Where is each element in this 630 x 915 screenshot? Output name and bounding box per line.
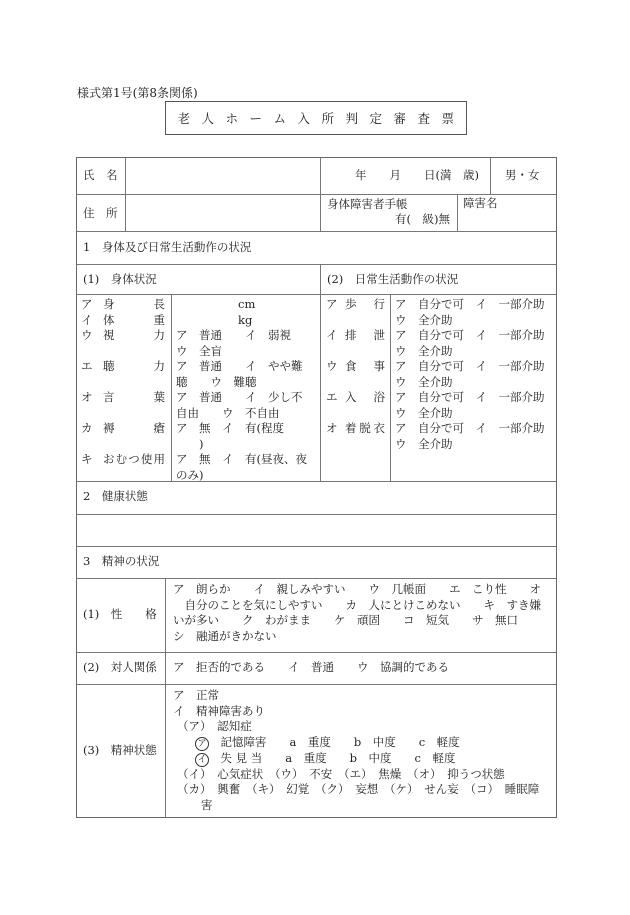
adl-row-option[interactable]: ウ 全介助 — [395, 405, 453, 420]
adl-row-option[interactable]: ウ 全介助 — [395, 343, 453, 358]
physical-row-option[interactable]: ア 無 イ 有(程度 — [176, 421, 284, 435]
divider — [77, 546, 556, 547]
form-number: 様式第1号(第8条関係) — [77, 86, 198, 100]
adl-row-label: 着脱衣 — [345, 421, 385, 435]
address-label: 住 所 — [83, 206, 118, 220]
adl-row-option[interactable]: ア 自分で可 イ 一部介助 — [395, 359, 545, 373]
form-title: 老人ホーム入所判定審査票 — [177, 111, 466, 126]
disability-name-label: 障害名 — [463, 196, 498, 210]
divider — [320, 158, 321, 231]
handbook-value: 有( 級)無 — [395, 212, 450, 226]
adl-row-option[interactable]: ア 自分で可 イ 一部介助 — [395, 328, 545, 342]
divider — [320, 264, 321, 481]
adl-row-label: 入 浴 — [345, 390, 385, 404]
personality-line: 自分のことを気にしやすい カ 人にとけこめない キ すき嫌 — [173, 597, 541, 612]
adl-row-key: エ — [326, 390, 338, 404]
handbook-label: 身体障害者手帳 — [327, 197, 408, 211]
mental-line: 害 — [201, 797, 213, 812]
adl-row-option[interactable]: ウ 全介助 — [395, 436, 453, 451]
divider — [165, 578, 166, 817]
adl-row-label: 食 事 — [345, 359, 385, 373]
personality-options[interactable] — [173, 582, 541, 644]
personality-line: いが多い ク わがまま ケ 頑固 コ 短気 サ 無口 — [173, 613, 518, 627]
physical-row-option[interactable]: cm — [238, 297, 256, 311]
physical-row-option[interactable]: ) — [176, 436, 204, 451]
adl-row-option[interactable]: ア 自分で可 イ 一部介助 — [395, 390, 545, 404]
section1-title: 1 身体及び日常生活動作の状況 — [83, 240, 252, 254]
mental-line: （カ） 興奮 （キ） 幻覚 （ク） 妄想 （ケ） せん妄 （コ） 睡眠障 — [177, 782, 540, 796]
divider — [77, 231, 556, 232]
physical-row-option[interactable]: ア 普通 イ やや難 — [176, 359, 303, 373]
personality-line: ア 朗らか イ 親しみやすい ウ 几帳面 エ こり性 オ — [173, 582, 541, 596]
address-field[interactable] — [126, 195, 319, 230]
birth-date-label: 年 月 日(満 歳) — [355, 168, 479, 182]
mental-state-label: (3) 精神状態 — [83, 743, 157, 757]
divider — [77, 264, 556, 265]
divider — [457, 194, 458, 231]
adl-row-label: 排 泄 — [345, 328, 385, 342]
mental-line: （イ） 心気症状 （ウ） 不安 （エ） 焦燥 （オ） 抑うつ状態 — [177, 766, 505, 781]
physical-row-key: イ — [81, 312, 93, 327]
divider — [77, 578, 556, 579]
section3-title: 3 精神の状況 — [83, 554, 160, 568]
physical-row-option[interactable]: ア 普通 イ 少し不 — [176, 390, 303, 404]
divider — [390, 294, 391, 481]
review-table — [76, 157, 557, 818]
adl-row-key: オ — [326, 421, 338, 435]
adl-row-key: ウ — [326, 359, 338, 373]
sex-selector[interactable]: 男・女 — [505, 168, 540, 182]
physical-row-option[interactable]: のみ) — [176, 467, 204, 482]
physical-row-label: 身 長 — [103, 297, 165, 311]
physical-row-label: おむつ使用 — [103, 452, 165, 466]
physical-row-key: キ — [81, 452, 93, 466]
physical-row-option[interactable]: 自由 ウ 不自由 — [176, 405, 280, 420]
name-label: 氏 名 — [83, 168, 118, 182]
relations-label: (2) 対人関係 — [83, 660, 157, 674]
mental-state-options[interactable] — [173, 688, 539, 813]
divider — [77, 684, 556, 685]
disorientation: 失 見 当 a 重度 b 中度 c 軽度 — [220, 750, 456, 765]
physical-row-key: ウ — [81, 328, 93, 342]
divider — [77, 481, 556, 482]
physical-row-option[interactable]: 聴 ウ 難聴 — [176, 374, 257, 389]
mental-line — [173, 735, 539, 751]
physical-row-option[interactable]: ア 普通 イ 弱視 — [176, 328, 291, 342]
physical-row-option[interactable]: ウ 全盲 — [176, 343, 222, 358]
adl-row-option[interactable]: ア 自分で可 イ 一部介助 — [395, 421, 545, 435]
physical-row-key: カ — [81, 421, 93, 435]
adl-row-label: 歩 行 — [345, 297, 385, 311]
mental-line: ア 正常 — [173, 688, 219, 702]
name-field[interactable] — [126, 159, 319, 193]
adl-row-key: イ — [326, 328, 338, 342]
physical-row-label: 聴 力 — [103, 359, 165, 373]
physical-row-key: オ — [81, 390, 93, 404]
adl-title: (2) 日常生活動作の状況 — [327, 272, 459, 286]
health-status-field[interactable] — [78, 515, 555, 545]
physical-row-option[interactable]: ア 無 イ 有(昼夜、夜 — [176, 452, 307, 466]
mental-line: （ア） 認知症 — [177, 719, 252, 733]
divider — [490, 158, 491, 194]
physical-row-key: エ — [81, 359, 93, 373]
physical-title: (1) 身体状況 — [83, 272, 157, 286]
physical-row-label: 視 力 — [103, 328, 165, 342]
form-title-box — [165, 101, 467, 135]
section2-title: 2 健康状態 — [83, 489, 148, 503]
adl-row-key: ア — [326, 297, 338, 311]
physical-row-label: 体 重 — [103, 312, 165, 327]
personality-line: シ 融通がきかない — [173, 628, 277, 643]
divider — [77, 652, 556, 653]
memory-impairment: 記憶障害 a 重度 b 中度 c 軽度 — [220, 734, 460, 749]
divider — [171, 294, 172, 481]
adl-row-option[interactable]: ウ 全介助 — [395, 374, 453, 389]
circled-a-icon: ア — [195, 737, 209, 751]
adl-row-option[interactable]: ウ 全介助 — [395, 312, 453, 327]
personality-label: (1) 性 格 — [83, 607, 157, 621]
circled-i-icon: イ — [195, 753, 209, 767]
divider — [77, 294, 556, 295]
mental-line: イ 精神障害あり — [173, 703, 265, 718]
physical-row-key: ア — [81, 297, 93, 311]
adl-row-option[interactable]: ア 自分で可 イ 一部介助 — [395, 297, 545, 311]
physical-row-option[interactable]: kg — [238, 312, 253, 327]
physical-row-label: 言 葉 — [103, 390, 165, 404]
physical-row-label: 褥 瘡 — [103, 421, 165, 435]
mental-line — [173, 751, 539, 767]
relations-options[interactable]: ア 拒否的である イ 普通 ウ 協調的である — [173, 660, 449, 674]
